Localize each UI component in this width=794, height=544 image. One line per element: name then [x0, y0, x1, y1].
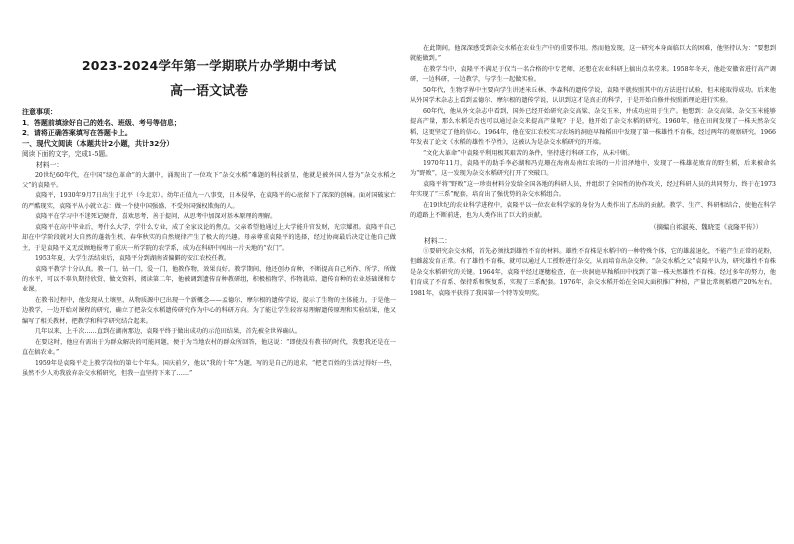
paragraph: 袁隆平在高中毕业后，考什么大学，学什么专业，成了全家议论的焦点。父亲希望他通过上大学能升官发财，光宗耀祖。袁隆平自己却在中学阶段就对大自然的蓬勃生机、春华秋实的自然规律产生了极大的兴趣。母亲尊重袁隆平的选择，经过协商最后决定让他自己做主，于是袁隆平义无反顾地报考了重庆一所学院的农学系，成为在科研中闯出一片天地的“农门”。 [22, 223, 396, 252]
paragraph: 1970年11月，袁隆平的助手李必湖和冯克珊在海南岛南红农场的一片沼泽地中，发现了一株雄花败育的野生稻，后来被命名为“野败”，这一发现为杂交水稻研究打开了突破口。 [410, 159, 776, 178]
exam-subtitle: 高一语文试卷 [169, 84, 248, 99]
left-column [22, 52, 396, 544]
paragraph: “文化大革命”中袁隆平利用极其艰苦的条件，坚持进行科研工作，从未中断。 [423, 149, 634, 157]
paragraph: 袁隆平，1930年9月7日出生于北平（今北京）。幼年正值九一八事变，日本侵华，在袁隆平的心底留下了深深的创痛。面对国破家亡的严酷现实，袁隆平从小就立志：做一个使中国强盛、不受外国强权欺侮的人。 [22, 192, 396, 210]
paragraph: 50年代，生物学界中主要向学生讲述米丘林、李森科的遗传学说，袁隆平就按照其中的方法进行试验，但未能取得成功。后来他从外国学术杂志上看到孟德尔、摩尔根的遗传学说，认识到这才是真正的科学，于是开始自修并按照新理论进行实验。 [410, 86, 776, 105]
reading-instruction: 阅读下面的文字，完成1-5题。 [22, 150, 112, 158]
notice-heading: 注意事项： [22, 108, 57, 116]
section-heading: 一、现代文阅读（本题共计2小题，共计32分） [22, 138, 174, 148]
paragraph: 60年代，他从外文杂志中看到，国外已经开始研究杂交高粱、杂交玉米，并成功应用于生产。他想到：杂交高粱、杂交玉米能够提高产量，那么水稻是否也可以通过杂交来提高产量呢？于是，他开始了杂交水稻的研究。1960年，他在田间发现了一株天然杂交稻，这更坚定了他的信心。1964年，他在安江农校实习农场的洞庭早籼稻田中发现了第一株雄性不育株，经过两年的观察研究，1966年发表了论文《水稻的雄性不孕性》，这被认为是杂交水稻研究的开端。 [410, 107, 776, 147]
right-column [410, 44, 776, 544]
paragraph: 1959年是袁隆平走上教学岗位的第七个年头。国庆前夕，他以“我的十年”为题，写的是自己的追求，“把老百姓的生活过得好一些，虽然不少人劝我放弃杂交水稻研究，但我一直坚持下来了……” [22, 359, 396, 378]
material1-label: 材料一： [36, 160, 64, 169]
notice-item: 1．答题前填涂好自己的姓名、班级、考号等信息； [22, 118, 181, 127]
exam-title: 2023-2024学年第一学期联片办学期中考试 [81, 58, 337, 73]
paragraph: 几年以来，上千次……直到在湖南那边，袁隆平终于做出成功的示范田结果，首先被全世界确认。 [35, 328, 302, 336]
paragraph: 在此期间，他深深感受到杂交水稻在农业生产中的重要作用。然而他发现，这一研究本身面临巨大的困难，他坚持认为：“要想到就能做到。” [410, 45, 776, 63]
paragraph: 袁隆平将“野败”这一珍贵材料分发给全国各地的科研人员，并组织了全国性的协作攻关，经过科研人员的共同努力，终于在1973年实现了“三系”配套，培育出了强优势的杂交水稻组合。 [410, 180, 776, 199]
paragraph: 袁隆平教学十分认真。教一门，钻一门，爱一门，他教作物，效果良好。教学期间，他还创办育种，不断提高自己所作、所学、所做的水平，可以不辜负期待欣赏、做文资料，阅读第二年，他被调到遗传育种教研组，积极植物学、作物栽培、遗传育种的农业基础课和专业课。 [22, 265, 396, 294]
paragraph: 在教书过程中，他发现从土壤里，从物质源中已出现一个新概念——孟德尔、摩尔根的遗传学说，提示了生物的主体能力。于是他一边教学，一边开始对课程的研究，确立了把杂交水稻遗传研究作为中心的科研方向。为了能让学生较容易理解遗传原理和实验结果，他又编写了相关教材，把教学和科学研究结合起来。 [22, 296, 396, 325]
notice-item: 2．请将正确答案填写在答题卡上。 [22, 129, 132, 137]
paragraph: ①要研究杂交水稻，首先必须找到雄性不育的材料。雄性不育株是水稻中的一种特殊个体，它的雄蕊退化，不能产生正常的花粉，但雌蕊发育正常。有了雄性不育株，就可以通过人工授粉进行杂交，从而培育出杂交种。“杂交水稻之父”袁隆平认为，研究雄性不育株是杂交水稻研究的关键。1964年，袁隆平经过逐穗检查，在一块洞庭早籼稻田中找到了第一株天然雄性不育株。经过多年的努力，他们育成了不育系、保持系和恢复系，实现了三系配套。1976年，杂交水稻开始在全国大面积推广种植，产量比常规稻增产20%左右。1981年，袁隆平获得了我国第一个特等发明奖。 [410, 247, 776, 297]
material2-label: 材料二： [424, 236, 452, 245]
paragraph: 在19世纪的农业科学进程中，袁隆平以一位农业科学家的身份为人类作出了杰出的贡献。教学、生产、科研相结合，使他在科学的道路上不断前进，也为人类作出了巨大的贡献。 [410, 201, 776, 220]
paragraph: 袁隆平在学习中不迷死记硬背，喜欢思考，善于提问，从思考中加深对基本原理的理解。 [35, 213, 277, 221]
paragraph: 在教学当中，袁隆平不满足于仅当一名合格的中专老师，还想在农业科研上搞出点名堂来。1958年冬天，他赴安徽省进行高产调研，一边科研，一边教学，与学生一起做实验。 [410, 65, 776, 84]
paragraph: 1953年夏，大学生活结束后，袁隆平分到湖南省偏僻的安江农校任教。 [35, 255, 231, 263]
source-citation: （摘编自祁淑英、魏晓雯《袁隆平传》） [650, 222, 762, 231]
paragraph: 在要这时，他应有需出于为群众解决的可能问题，便于为当地农村的群众所回答，他这说：“即使没有教书的时代，我想我还是在一直在搞农业。” [22, 338, 396, 357]
paragraph: 20世纪60年代，在中国“绿色革命”的大潮中，涌现出了一位攻下“杂交水稻”难题的科技新星，他就是被外国人誉为“杂交水稻之父”的袁隆平。 [22, 171, 396, 189]
